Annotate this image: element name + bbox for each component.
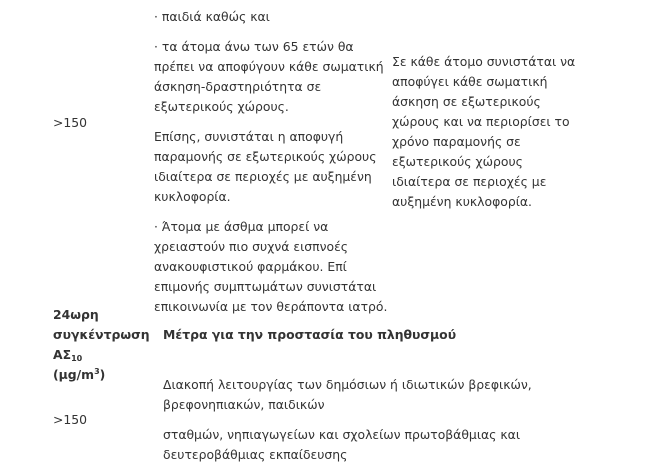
measure-paragraph: σταθμών, νηπιαγωγείων και σχολείων πρωτοβάθμιας και δευτεροβάθμιας εκπαίδευσης — [163, 427, 521, 462]
header-text: (μg/m — [53, 367, 95, 382]
superscript: 3 — [94, 367, 100, 376]
header-line — [53, 365, 168, 385]
pm10-threshold-cell — [53, 113, 148, 133]
column-header-concentration — [53, 305, 168, 385]
measure-paragraph: · Άτομα με άσθμα μπορεί να χρειαστούν πιο συχνά εισπνοές ανακουφιστικού φαρμάκου. Επί επιμονής συμπτωμάτων συνιστάται επικοινωνία με τον θεράποντα ιατρό. — [154, 219, 388, 314]
threshold-value: >150 — [53, 412, 88, 427]
header-line — [53, 325, 168, 365]
measure-paragraph: Επίσης, συνιστάται η αποφυγή παραμονής σε εξωτερικούς χώρους ιδιαίτερα σε περιοχές με αυξημένη κυκλοφορία. — [154, 129, 377, 204]
threshold-value: >150 — [53, 115, 88, 130]
general-population-measures-cell — [392, 52, 582, 212]
measure-paragraph: · παιδιά καθώς και — [154, 9, 270, 24]
header-text: ) — [99, 367, 106, 382]
population-measures-cell — [163, 375, 593, 475]
measure-paragraph: Διακοπή λειτουργίας των δημόσιων ή ιδιωτικών βρεφικών, βρεφονηπιακών, παιδικών — [163, 377, 532, 412]
subscript: 10 — [71, 354, 83, 363]
pm10-threshold-cell — [53, 410, 148, 430]
header-text: συγκέντρωση ΑΣ — [53, 327, 150, 362]
column-header-measures — [163, 325, 603, 345]
header-text: Μέτρα για την προστασία του πληθυσμού — [163, 327, 457, 342]
measure-paragraph: · τα άτομα άνω των 65 ετών θα πρέπει να αποφύγουν κάθε σωματική άσκηση-δραστηριότητα σε εξωτερικούς χώρους. — [154, 39, 384, 114]
sensitive-groups-measures-cell — [154, 7, 389, 327]
header-line: 24ωρη — [53, 307, 99, 322]
measure-paragraph: Σε κάθε άτομο συνιστάται να αποφύγει κάθε σωματική άσκηση σε εξωτερικούς χώρους και να περιορίσει το χρόνο παραμονής σε εξωτερικούς χώρους ιδιαίτερα σε περιοχές με αυξημένη κυκλοφορία. — [392, 54, 576, 209]
